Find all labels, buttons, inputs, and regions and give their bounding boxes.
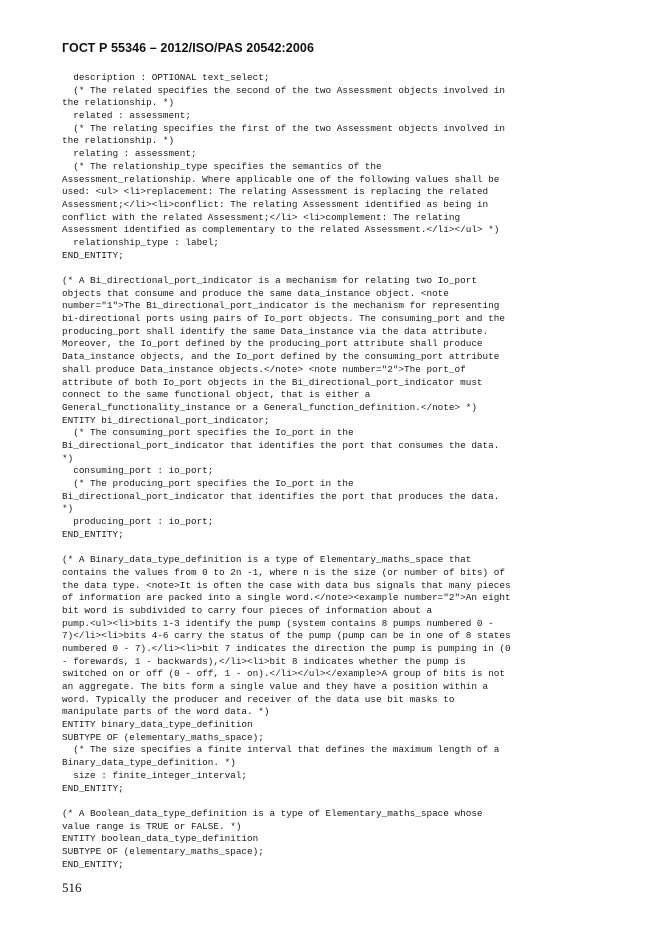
code-line: 7)</li><li>bits 4-6 carry the status of the pump (pump can be in one of 8 states [62,630,511,642]
code-line: SUBTYPE OF (elementary_maths_space); [62,731,264,743]
code-line: bit word is subdivided to carry four pieces of information about a [62,604,433,616]
code-line: producing_port shall identify the same Data_instance via the data attribute. [62,325,489,337]
code-line: *) [62,452,74,464]
code-line: Binary_data_type_definition. *) [62,757,236,769]
code-line: Assessment_relationship. Where applicable one of the following values shall be [62,173,500,185]
code-line: (* The relating specifies the first of the two Assessment objects involved in [62,122,505,134]
code-line: (* A Boolean_data_type_definition is a type of Elementary_maths_space whose [62,807,483,819]
code-line: General_functionality_instance or a General_function_definition.</note> *) [62,401,477,413]
code-line: Assessment;</li><li>conflict: The relating Assessment identified as being in [62,198,489,210]
blank-line [62,795,602,808]
code-line: (* The producing_port specifies the Io_port in the [62,478,354,489]
code-line: END_ENTITY; [62,249,124,261]
document-header: ГОСТ Р 55346 – 2012/ISO/PAS 20542:2006 [62,41,314,55]
code-line: objects that consume and produce the same data_instance object. <note [62,287,449,299]
code-line: ENTITY binary_data_type_definition [62,719,253,731]
code-line: (* The consuming_port specifies the Io_port in the [62,427,354,439]
code-line: connect to the same functional object, that is either a [62,389,371,401]
code-line: ENTITY boolean_data_type_definition [62,833,259,845]
code-line: description : OPTIONAL text_select; [62,72,270,83]
code-line: Assessment identified as complementary to the related Assessment.</li></ul> *) [62,224,500,236]
code-line: manipulate parts of the word data. *) [62,706,270,718]
code-line: SUBTYPE OF (elementary_maths_space); [62,845,264,857]
code-line: switched on or off (0 - off, 1 - on).</li></ul></example>A group of bits is not [62,668,505,680]
code-line: ENTITY bi_directional_port_indicator; [62,414,270,426]
code-line: used: <ul> <li>replacement: The relating Assessment is replacing the related [62,186,489,198]
page-number: 516 [62,880,82,895]
code-line: shall produce Data_instance objects.</note> <note number="2">The port_of [62,363,466,375]
express-code-listing [62,72,602,871]
code-line: conflict with the related Assessment;</li> <li>complement: The relating [62,211,461,223]
code-line: relationship_type : label; [62,236,220,248]
code-line: - forewards, 1 - backwards),</li><li>bit 8 indicates whether the pump is [62,655,466,667]
blank-line [62,262,602,275]
code-line: END_ENTITY; [62,782,124,794]
code-line: size : finite_integer_interval; [62,769,248,781]
code-line: attribute of both Io_port objects in the Bi_directional_port_indicator must [62,376,483,388]
code-line: contains the values from 0 to 2n -1, where n is the size (or number of bits) of [62,566,505,578]
code-line: Bi_directional_port_indicator that identifies the port that consumes the data. [62,439,500,451]
code-line: *) [62,503,74,515]
code-line: END_ENTITY; [62,858,124,870]
code-line: (* The related specifies the second of the two Assessment objects involved in [62,84,505,96]
code-line: Bi_directional_port_indicator that identifies the port that produces the data. [62,490,500,502]
code-line: the data type. <note>It is often the case with data bus signals that many pieces [62,579,511,591]
code-line: word. Typically the producer and receiver of the data use bit masks to [62,693,455,705]
code-line: number="1">The Bi_directional_port_indicator is the mechanism for representing [62,300,500,312]
code-line: numbered 0 - 7).</li><li>bit 7 indicates the direction the pump is pumping in (0 [62,642,511,654]
code-line: Moreover, the Io_port defined by the producing_port attribute shall produce [62,338,483,350]
code-line: of information are packed into a single word.</note><example number="2">An eight [62,592,511,604]
code-line: pump.<ul><li>bits 1-3 identify the pump (system contains 8 pumps numbered 0 - [62,617,494,629]
code-line: related : assessment; [62,110,191,122]
code-line: (* A Binary_data_type_definition is a type of Elementary_maths_space that [62,554,472,566]
code-line: the relationship. *) [62,135,175,147]
code-line: (* The relationship_type specifies the semantics of the [62,160,382,172]
code-line: (* The size specifies a finite interval that defines the maximum length of a [62,744,500,756]
code-line: an aggregate. The bits form a single value and they have a position within a [62,681,489,692]
blank-line [62,541,602,554]
code-line: (* A Bi_directional_port_indicator is a mechanism for relating two Io_port [62,275,477,286]
code-line: bi-directional ports using pairs of Io_port objects. The consuming_port and the [62,313,505,325]
code-line: the relationship. *) [62,97,175,109]
code-line: producing_port : io_port; [62,516,214,528]
code-line: relating : assessment; [62,148,197,160]
code-line: Data_instance objects, and the Io_port defined by the consuming_port attribute [62,351,500,363]
code-line: value range is TRUE or FALSE. *) [62,820,242,832]
code-line: END_ENTITY; [62,528,124,540]
code-line: consuming_port : io_port; [62,465,214,477]
